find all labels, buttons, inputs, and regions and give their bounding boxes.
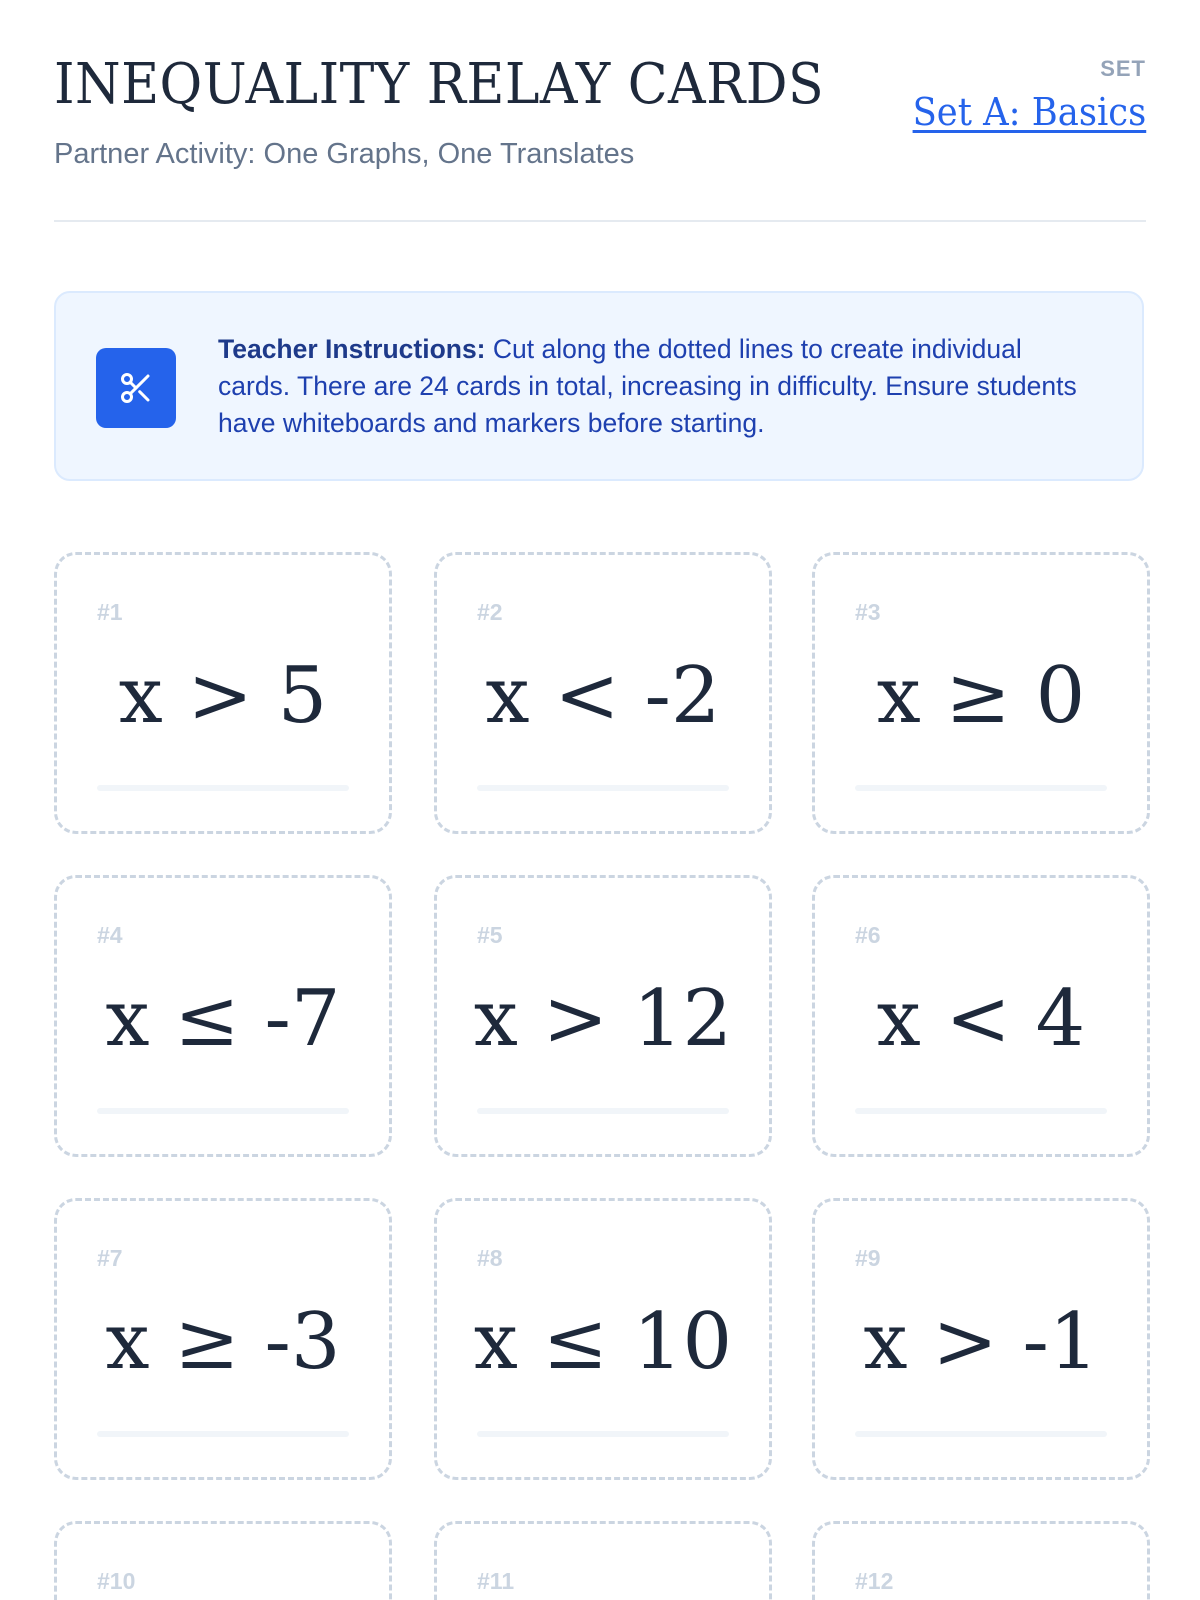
- card-inequality: x < -2: [485, 651, 721, 741]
- inequality-card[interactable]: [812, 875, 1150, 1157]
- card-answer-line: [97, 785, 349, 791]
- inequality-card[interactable]: [434, 1521, 772, 1600]
- card-number: #10: [97, 1568, 136, 1594]
- card-number: #2: [477, 599, 503, 625]
- page-title: INEQUALITY RELAY CARDS: [54, 52, 825, 117]
- card-answer-line: [477, 785, 729, 791]
- card-number: #9: [855, 1245, 881, 1271]
- card-number: #3: [855, 599, 881, 625]
- card-number: #12: [855, 1568, 894, 1594]
- card-inequality: x ≤ 10: [473, 1297, 733, 1387]
- inequality-card[interactable]: [54, 552, 392, 834]
- card-answer-line: [477, 1108, 729, 1114]
- card-number: #1: [97, 599, 123, 625]
- card-inequality: x ≤ -7: [105, 974, 341, 1064]
- card-inequality: x ≥ -3: [105, 1297, 341, 1387]
- inequality-card[interactable]: [434, 552, 772, 834]
- inequality-card[interactable]: [434, 875, 772, 1157]
- set-label: SET: [1100, 56, 1146, 81]
- card-number: #4: [97, 922, 123, 948]
- instructions-body: Cut along the dotted lines to create individual cards. There are 24 cards in total, increasing in difficulty. Ensure students have whiteboards and markers before starting.: [218, 334, 1077, 438]
- inequality-card[interactable]: [812, 1521, 1150, 1600]
- inequality-card[interactable]: [54, 875, 392, 1157]
- card-answer-line: [97, 1108, 349, 1114]
- card-inequality: x > 5: [118, 651, 328, 741]
- scissors-icon: [96, 348, 176, 428]
- inequality-card[interactable]: [54, 1198, 392, 1480]
- card-number: #5: [477, 922, 503, 948]
- inequality-card[interactable]: [812, 1198, 1150, 1480]
- card-answer-line: [855, 1431, 1107, 1437]
- card-inequality: x < 4: [876, 974, 1086, 1064]
- inequality-card[interactable]: [434, 1198, 772, 1480]
- card-number: #7: [97, 1245, 123, 1271]
- teacher-instructions-box: [54, 291, 1144, 481]
- instructions-heading: Teacher Instructions:: [218, 334, 486, 364]
- card-number: #11: [477, 1568, 515, 1594]
- card-answer-line: [855, 785, 1107, 791]
- card-answer-line: [855, 1108, 1107, 1114]
- page-subtitle: Partner Activity: One Graphs, One Translates: [54, 138, 635, 170]
- header-divider: [54, 220, 1146, 222]
- card-number: #8: [477, 1245, 503, 1271]
- card-number: #6: [855, 922, 881, 948]
- inequality-card[interactable]: [54, 1521, 392, 1600]
- instructions-text: [218, 331, 1098, 442]
- set-name-link[interactable]: Set A: Basics: [912, 90, 1146, 134]
- card-inequality: x > -1: [863, 1297, 1099, 1387]
- card-inequality: x ≥ 0: [876, 651, 1086, 741]
- card-answer-line: [97, 1431, 349, 1437]
- card-answer-line: [477, 1431, 729, 1437]
- page-header: [54, 40, 1146, 180]
- inequality-card[interactable]: [812, 552, 1150, 834]
- card-inequality: x > 12: [473, 974, 733, 1064]
